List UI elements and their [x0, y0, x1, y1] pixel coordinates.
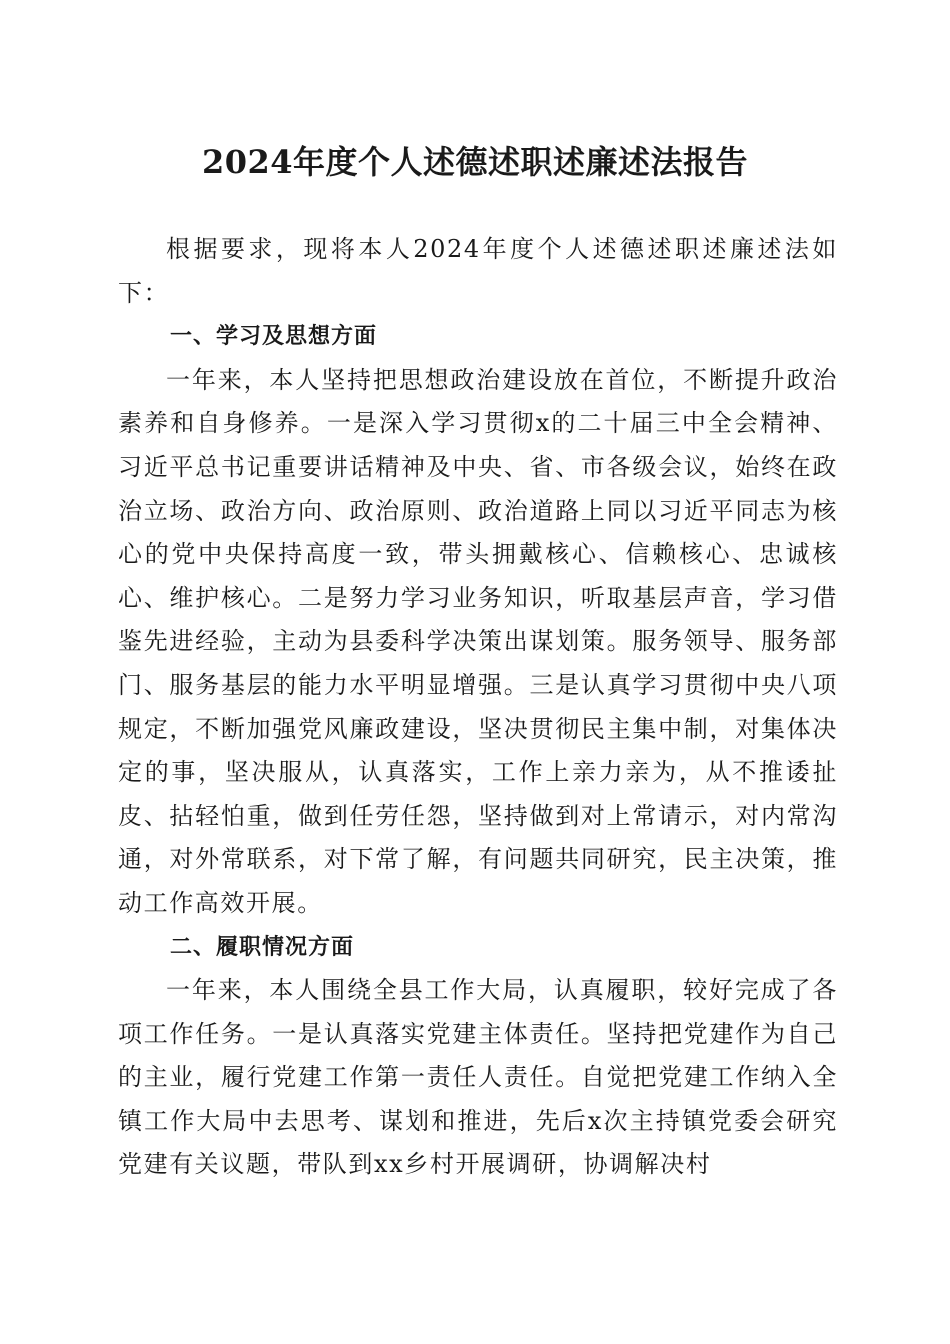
intro-paragraph: 根据要求，现将本人2024年度个人述德述职述廉述法如下：	[118, 235, 838, 307]
section-heading-study: 一、学习及思想方面	[170, 324, 378, 350]
document-body	[118, 228, 838, 1187]
section-paragraph-study: 一年来，本人坚持把思想政治建设放在首位，不断提升政治素养和自身修养。一是深入学习贯彻x的二十届三中全会精神、习近平总书记重要讲话精神及中央、省、市各级会议，始终在政治立场、政治方向、政治原则、政治道路上同以习近平同志为核心的党中央保持高度一致，带头拥戴核心、信赖核心、忠诚核心、维护核心。二是努力学习业务知识，听取基层声音，学习借鉴先进经验，主动为县委科学决策出谋划策。服务领导、服务部门、服务基层的能力水平明显增强。三是认真学习贯彻中央八项规定，不断加强党风廉政建设，坚决贯彻民主集中制，对集体决定的事，坚决服从，认真落实，工作上亲力亲为，从不推诿扯皮、拈轻怕重，做到任劳任怨，坚持做到对上常请示，对内常沟通，对外常联系，对下常了解，有问题共同研究，民主决策，推动工作高效开展。	[118, 365, 838, 917]
document-title: 2024年度个人述德述职述廉述法报告	[201, 143, 749, 181]
section-paragraph-duties: 一年来，本人围绕全县工作大局，认真履职，较好完成了各项工作任务。一是认真落实党建主体责任。坚持把党建作为自己的主业，履行党建工作第一责任人责任。自觉把党建工作纳入全镇工作大局中去思考、谋划和推进，先后x次主持镇党委会研究党建有关议题，带队到xx乡村开展调研，协调解决村	[118, 976, 838, 1179]
section-heading-duties: 二、履职情况方面	[170, 934, 355, 960]
